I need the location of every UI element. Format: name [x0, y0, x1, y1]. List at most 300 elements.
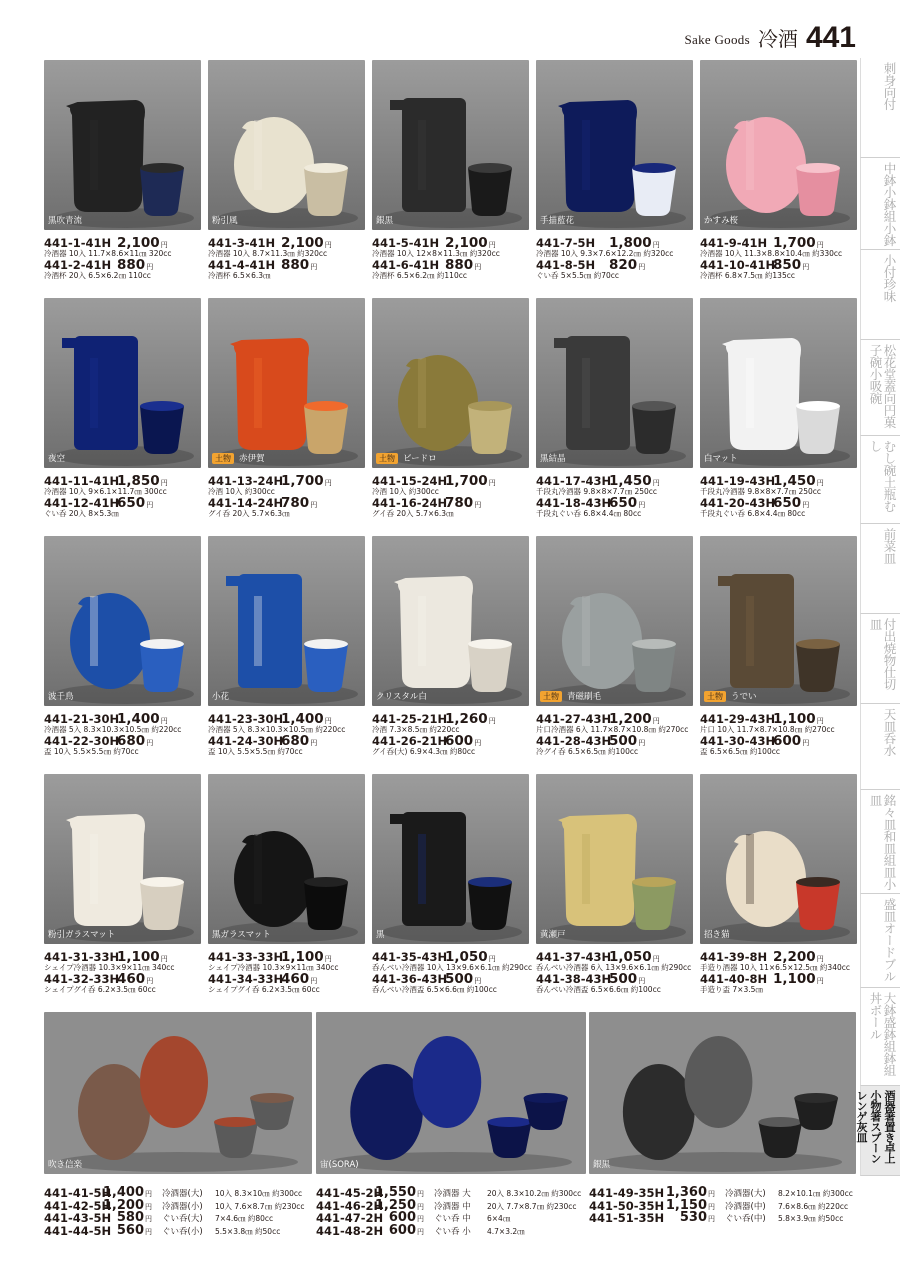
price-value: 2,100 — [281, 235, 324, 251]
item-code: 441-27-43H — [536, 712, 612, 726]
price-value: 530 — [679, 1210, 707, 1225]
item-type: 冷酒器(小) — [162, 1201, 203, 1212]
item-spec: ぐい呑 20入 8×5.3㎝ — [44, 509, 119, 518]
category-label: 盛皿オードブル — [882, 898, 897, 982]
category-tab[interactable] — [860, 340, 900, 436]
item-code: 441-40-8H — [700, 972, 768, 986]
product-tag — [704, 214, 738, 226]
yen-unit: 円 — [488, 955, 496, 963]
category-label: 付出焼物仕切皿 — [868, 618, 897, 690]
category-label: 中鉢小鉢組小鉢 — [882, 162, 897, 246]
yen-unit: 円 — [310, 263, 318, 271]
price-line — [44, 1186, 312, 1199]
item-spec: 呑んべい冷酒盃 6.5×6.6㎝ 約100cc — [536, 985, 661, 994]
price-value: 1,250 — [374, 1197, 416, 1213]
item-spec: 冷酒器 10入 8.7×11.3㎝ 約320cc — [208, 249, 328, 258]
category-tab[interactable] — [860, 158, 900, 250]
item-code: 441-30-43H — [700, 734, 776, 748]
item-type: 冷酒器(大) — [162, 1189, 203, 1199]
price-value: 880 — [445, 257, 474, 273]
product-name: うでい — [731, 692, 757, 702]
item-code: 441-34-33H — [208, 972, 284, 986]
product-photo[interactable] — [208, 774, 365, 944]
category-label: むし碗土瓶むし — [868, 440, 897, 512]
item-spec: 冷酒器 10入 9.3×7.6×12.2㎝ 約320cc — [536, 249, 674, 258]
product-photo[interactable] — [372, 298, 529, 468]
item-code: 441-5-41H — [372, 236, 440, 250]
category-label: 銘々皿和皿組皿小皿 — [868, 794, 897, 890]
item-spec: 6×4㎝ — [487, 1214, 511, 1223]
yen-unit: 円 — [160, 717, 168, 725]
product-caption — [589, 1186, 857, 1224]
price-value: 600 — [445, 733, 474, 749]
product-tag — [48, 1158, 82, 1170]
price-value: 1,700 — [773, 235, 816, 251]
item-price — [372, 1223, 424, 1238]
product-photo[interactable] — [536, 774, 693, 944]
product-photo[interactable] — [208, 536, 365, 706]
product-name: かすみ桜 — [704, 216, 739, 226]
product-name: 黒結晶 — [540, 454, 566, 464]
item-spec: 7×4.6㎝ 約80cc — [215, 1214, 274, 1223]
item-price — [281, 258, 317, 274]
product-name: 粉引風 — [212, 216, 238, 226]
yen-unit: 円 — [652, 479, 660, 487]
product-caption — [536, 475, 701, 519]
item-spec: 冷酒杯 6.5×6.2㎝ 約110cc — [372, 271, 467, 280]
price-line — [44, 475, 209, 487]
product-name: 波千鳥 — [48, 692, 74, 702]
price-value: 1,050 — [609, 949, 652, 965]
product-tag — [212, 690, 229, 702]
category-tab[interactable] — [860, 614, 900, 704]
category-tab[interactable] — [860, 436, 900, 524]
item-code: 441-33-33H — [208, 950, 284, 964]
item-code: 441-13-24H — [208, 474, 284, 488]
price-line — [208, 475, 373, 487]
price-line — [700, 951, 865, 963]
item-spec: シェイプグイ呑 6.2×3.5㎝ 60cc — [44, 985, 156, 994]
yen-unit: 円 — [474, 263, 482, 271]
item-spec: 20入 8.3×10.2㎝ 約300cc — [487, 1189, 582, 1198]
yen-unit: 円 — [816, 955, 824, 963]
yen-unit: 円 — [417, 1190, 424, 1198]
product-name: 銀黒 — [593, 1160, 611, 1170]
price-line — [536, 497, 701, 509]
product-name: 手描藍花 — [540, 216, 575, 226]
price-line — [44, 1224, 312, 1237]
item-spec: 冷酒器 10入 12×8×11.3㎝ 約320cc — [372, 249, 500, 258]
product-photo[interactable] — [700, 536, 857, 706]
price-line — [208, 237, 373, 249]
item-price — [117, 712, 168, 728]
product-tag — [376, 690, 427, 702]
item-code: 441-51-35H — [589, 1211, 665, 1225]
price-line — [208, 713, 373, 725]
price-line — [44, 1211, 312, 1224]
product-photo[interactable] — [700, 774, 857, 944]
product-caption — [700, 713, 865, 757]
category-tab[interactable] — [860, 894, 900, 988]
product-tag — [48, 690, 74, 702]
product-caption — [536, 951, 701, 995]
product-photo[interactable] — [316, 1012, 586, 1174]
price-value: 1,400 — [281, 711, 324, 727]
product-name: 小花 — [212, 692, 230, 702]
clay-badge: 土物 — [704, 691, 726, 702]
item-spec: 冷酒器 10入 9×6.1×11.7㎝ 300cc — [44, 487, 167, 496]
item-spec: 4.7×3.2㎝ — [487, 1226, 525, 1236]
yen-unit: 円 — [474, 501, 482, 509]
item-price — [445, 950, 496, 966]
price-line — [589, 1186, 857, 1199]
item-type: ぐい呑(大) — [162, 1214, 203, 1224]
price-value: 1,400 — [102, 1185, 144, 1200]
item-price — [445, 734, 481, 750]
price-line — [700, 713, 865, 725]
product-name: 吹き信楽 — [48, 1160, 83, 1170]
product-photo[interactable] — [536, 60, 693, 230]
item-code: 441-24-30H — [208, 734, 284, 748]
product-caption — [44, 951, 209, 995]
price-line — [372, 951, 537, 963]
price-line — [44, 735, 209, 747]
product-caption — [372, 237, 537, 281]
item-spec: 5.5×3.8㎝ 約50cc — [215, 1226, 281, 1236]
price-value: 850 — [773, 257, 802, 273]
item-spec: 冷酒杯 6.5×6.3㎝ — [208, 271, 271, 280]
item-code: 441-19-43H — [700, 474, 776, 488]
yen-unit: 円 — [145, 1227, 152, 1236]
item-price — [773, 734, 809, 750]
item-code: 441-36-43H — [372, 972, 448, 986]
item-price — [609, 712, 660, 728]
product-tag — [593, 1158, 610, 1170]
price-value: 1,200 — [609, 711, 652, 727]
price-value: 1,800 — [609, 235, 652, 251]
product-name: 夜空 — [48, 454, 66, 464]
yen-unit: 円 — [652, 241, 660, 249]
item-code: 441-20-43H — [700, 496, 776, 510]
yen-unit: 円 — [816, 977, 824, 985]
yen-unit: 円 — [816, 479, 824, 487]
product-photo[interactable] — [44, 298, 201, 468]
price-line — [536, 475, 701, 487]
item-price — [117, 258, 153, 274]
price-value: 650 — [117, 495, 146, 511]
product-caption — [372, 475, 537, 519]
item-price — [281, 734, 317, 750]
price-value: 1,050 — [445, 949, 488, 965]
yen-unit: 円 — [324, 479, 332, 487]
product-photo[interactable] — [372, 774, 529, 944]
item-price — [773, 258, 809, 274]
item-price — [609, 496, 645, 512]
price-line — [536, 237, 701, 249]
price-value: 1,200 — [102, 1197, 144, 1213]
section-title-jp: 冷酒 — [757, 27, 798, 51]
item-price — [445, 474, 496, 490]
category-label: 前菜皿 — [882, 528, 897, 564]
price-value: 500 — [609, 971, 638, 987]
item-price — [117, 972, 153, 988]
product-caption — [208, 475, 373, 519]
item-type: ぐい呑(中) — [725, 1214, 766, 1224]
price-value: 1,100 — [117, 949, 160, 965]
clay-badge: 土物 — [376, 453, 398, 464]
item-code: 441-10-41H — [700, 258, 776, 272]
clay-badge: 土物 — [540, 691, 562, 702]
item-spec: 千段丸冷酒器 9.8×8×7.7㎝ 250cc — [536, 487, 658, 496]
price-value: 2,100 — [117, 235, 160, 251]
price-value: 650 — [609, 495, 638, 511]
item-code: 441-47-2H — [316, 1211, 384, 1225]
item-price — [773, 950, 824, 966]
yen-unit: 円 — [145, 1190, 152, 1198]
yen-unit: 円 — [160, 241, 168, 249]
price-line — [700, 259, 865, 271]
item-code: 441-7-5H — [536, 236, 596, 250]
product-caption — [208, 237, 373, 281]
product-photo[interactable] — [372, 60, 529, 230]
item-price — [663, 1210, 715, 1225]
product-name: ビードロ — [403, 454, 437, 464]
price-value: 2,200 — [773, 949, 816, 965]
product-photo[interactable] — [700, 60, 857, 230]
price-value: 1,700 — [281, 473, 324, 489]
item-code: 441-39-8H — [700, 950, 768, 964]
yen-unit: 円 — [638, 739, 646, 747]
category-tab[interactable] — [860, 790, 900, 894]
yen-unit: 円 — [638, 977, 646, 985]
yen-unit: 円 — [474, 739, 482, 747]
price-line — [589, 1211, 857, 1224]
price-value: 500 — [445, 971, 474, 987]
product-tag — [48, 214, 82, 226]
price-value: 460 — [281, 971, 310, 987]
product-caption — [208, 713, 373, 757]
item-code: 441-46-2H — [316, 1198, 384, 1213]
item-price — [773, 712, 824, 728]
price-value: 560 — [116, 1222, 144, 1238]
product-photo[interactable] — [44, 536, 201, 706]
item-price — [609, 950, 660, 966]
price-value: 880 — [117, 257, 146, 273]
price-value: 600 — [388, 1222, 416, 1238]
product-photo[interactable] — [44, 60, 201, 230]
category-label: 天皿呑水 — [882, 708, 897, 756]
item-code: 441-21-30H — [44, 712, 120, 726]
product-tag — [540, 928, 566, 940]
item-spec: 冷酒杯 20入 6.5×6.2㎝ 110cc — [44, 271, 151, 280]
product-name: 銀黒 — [376, 216, 394, 226]
price-line — [589, 1199, 857, 1212]
product-name: 招き猫 — [704, 930, 730, 940]
price-line — [44, 497, 209, 509]
item-spec: 呑んべい冷酒器 10入 13×9.6×6.1㎝ 約290cc — [372, 963, 533, 972]
section-title-en: Sake Goods — [684, 32, 750, 47]
price-line — [208, 259, 373, 271]
yen-unit: 円 — [638, 501, 646, 509]
product-caption — [700, 951, 865, 995]
item-price — [117, 236, 168, 252]
product-name: 青磁刷毛 — [567, 692, 602, 702]
yen-unit: 円 — [417, 1215, 424, 1223]
item-spec: 冷酒杯 6.8×7.5㎝ 約135cc — [700, 271, 795, 280]
price-value: 1,700 — [445, 473, 488, 489]
item-type: 冷酒器 中 — [434, 1201, 471, 1212]
item-spec: 盃 10入 5.5×5.5㎝ 約70cc — [44, 747, 139, 756]
item-code: 441-8-5H — [536, 258, 596, 272]
item-code: 441-48-2H — [316, 1223, 384, 1238]
item-type: ぐい呑 小 — [434, 1226, 471, 1237]
item-spec: 冷酒器 5入 8.3×10.3×10.5㎝ 約220cc — [44, 725, 182, 734]
yen-unit: 円 — [146, 977, 154, 985]
price-value: 1,450 — [609, 473, 652, 489]
product-caption — [44, 1186, 312, 1236]
category-tab[interactable] — [860, 704, 900, 790]
category-tab[interactable] — [860, 988, 900, 1086]
price-value: 580 — [116, 1210, 144, 1225]
item-spec: 冷酒 10入 約300cc — [372, 487, 439, 496]
product-photo[interactable] — [700, 298, 857, 468]
price-line — [700, 475, 865, 487]
price-value: 500 — [609, 733, 638, 749]
item-price — [609, 236, 660, 252]
item-spec: シェイプ冷酒器 10.3×9×11㎝ 340cc — [44, 963, 175, 972]
yen-unit: 円 — [802, 263, 810, 271]
product-tag — [704, 690, 757, 702]
product-photo[interactable] — [536, 298, 693, 468]
product-caption — [44, 475, 209, 519]
product-name: 黄瀬戸 — [540, 930, 566, 940]
item-code: 441-37-43H — [536, 950, 612, 964]
item-price — [773, 496, 809, 512]
product-tag — [540, 452, 566, 464]
category-tab[interactable] — [860, 524, 900, 614]
product-photo[interactable] — [589, 1012, 856, 1174]
product-tag — [376, 452, 437, 464]
category-tab[interactable] — [855, 1086, 900, 1176]
product-caption — [208, 951, 373, 995]
item-spec: 手造り盃 7×3.5㎝ — [700, 985, 763, 994]
price-line — [372, 237, 537, 249]
item-spec: 盃 10入 5.5×5.5㎝ 約70cc — [208, 747, 303, 756]
price-value: 820 — [609, 257, 638, 273]
item-spec: 冷酒器 10入 11.3×8.8×10.4㎝ 約330cc — [700, 249, 843, 258]
price-line — [372, 259, 537, 271]
price-value: 1,100 — [281, 949, 324, 965]
item-spec: 冷酒 7.3×8.5㎝ 約220cc — [372, 725, 460, 734]
item-spec: 千段丸冷酒器 9.8×8×7.7㎝ 250cc — [700, 487, 822, 496]
product-tag — [48, 928, 115, 940]
item-spec: 片口冷酒器 6入 11.7×8.7×10.8㎝ 約270cc — [536, 725, 689, 734]
item-code: 441-6-41H — [372, 258, 440, 272]
product-caption — [700, 475, 865, 519]
product-photo[interactable] — [44, 774, 201, 944]
item-spec: 20入 7.7×8.7㎝ 約230cc — [487, 1201, 577, 1211]
category-tab[interactable] — [860, 58, 900, 158]
item-code: 441-38-43H — [536, 972, 612, 986]
item-code: 441-26-21H — [372, 734, 448, 748]
item-price — [281, 474, 332, 490]
yen-unit: 円 — [310, 977, 318, 985]
category-tab[interactable] — [860, 250, 900, 340]
item-code: 441-25-21H — [372, 712, 448, 726]
product-caption — [372, 713, 537, 757]
product-tag — [540, 214, 574, 226]
price-value: 1,260 — [445, 711, 488, 727]
item-spec: 冷酒器 5入 8.3×10.3×10.5㎝ 約220cc — [208, 725, 346, 734]
item-code: 441-49-35H — [589, 1186, 665, 1200]
yen-unit: 円 — [652, 955, 660, 963]
yen-unit: 円 — [708, 1190, 715, 1198]
item-spec: グイ呑 20入 5.7×6.3㎝ — [372, 509, 454, 518]
item-code: 441-4-41H — [208, 258, 276, 272]
item-price — [117, 496, 153, 512]
item-price — [773, 474, 824, 490]
product-caption — [536, 237, 701, 281]
product-tag — [376, 928, 385, 940]
item-code: 441-11-41H — [44, 474, 120, 488]
item-code: 441-14-24H — [208, 496, 284, 510]
clay-badge: 土物 — [212, 453, 234, 464]
price-line — [316, 1186, 584, 1199]
item-price — [117, 950, 168, 966]
price-line — [700, 735, 865, 747]
item-spec: 呑んべい冷酒器 6入 13×9.6×6.1㎝ 約290cc — [536, 963, 692, 972]
item-code: 441-3-41H — [208, 236, 276, 250]
product-name: 粉引ガラスマット — [48, 930, 116, 940]
category-label: 小付珍味 — [882, 254, 897, 302]
price-line — [316, 1211, 584, 1224]
price-value: 1,100 — [773, 711, 816, 727]
product-photo[interactable] — [208, 298, 365, 468]
item-price — [445, 496, 481, 512]
price-value: 1,100 — [773, 971, 816, 987]
yen-unit: 円 — [324, 717, 332, 725]
item-type: 冷酒器(大) — [725, 1189, 766, 1199]
product-name: 黒ガラスマット — [212, 930, 271, 940]
yen-unit: 円 — [310, 501, 318, 509]
item-code: 441-12-41H — [44, 496, 120, 510]
price-line — [208, 497, 373, 509]
yen-unit: 円 — [160, 955, 168, 963]
item-spec: 5.8×3.9㎝ 約50cc — [778, 1214, 844, 1223]
item-code: 441-35-43H — [372, 950, 448, 964]
item-code: 441-29-43H — [700, 712, 776, 726]
price-value: 680 — [281, 733, 310, 749]
product-photo[interactable] — [208, 60, 365, 230]
item-price — [445, 972, 481, 988]
price-line — [44, 713, 209, 725]
item-spec: 片口 10入 11.7×8.7×10.8㎝ 約270cc — [700, 725, 835, 734]
product-tag — [704, 928, 730, 940]
product-photo[interactable] — [372, 536, 529, 706]
item-price — [609, 734, 645, 750]
item-spec: 冷酒 10入 約300cc — [208, 487, 275, 496]
price-line — [316, 1199, 584, 1212]
yen-unit: 円 — [474, 977, 482, 985]
yen-unit: 円 — [488, 479, 496, 487]
price-value: 1,400 — [117, 711, 160, 727]
item-price — [773, 236, 824, 252]
product-photo[interactable] — [44, 1012, 312, 1174]
yen-unit: 円 — [310, 739, 318, 747]
product-caption — [700, 237, 865, 281]
price-value: 1,150 — [665, 1197, 707, 1213]
product-photo[interactable] — [536, 536, 693, 706]
